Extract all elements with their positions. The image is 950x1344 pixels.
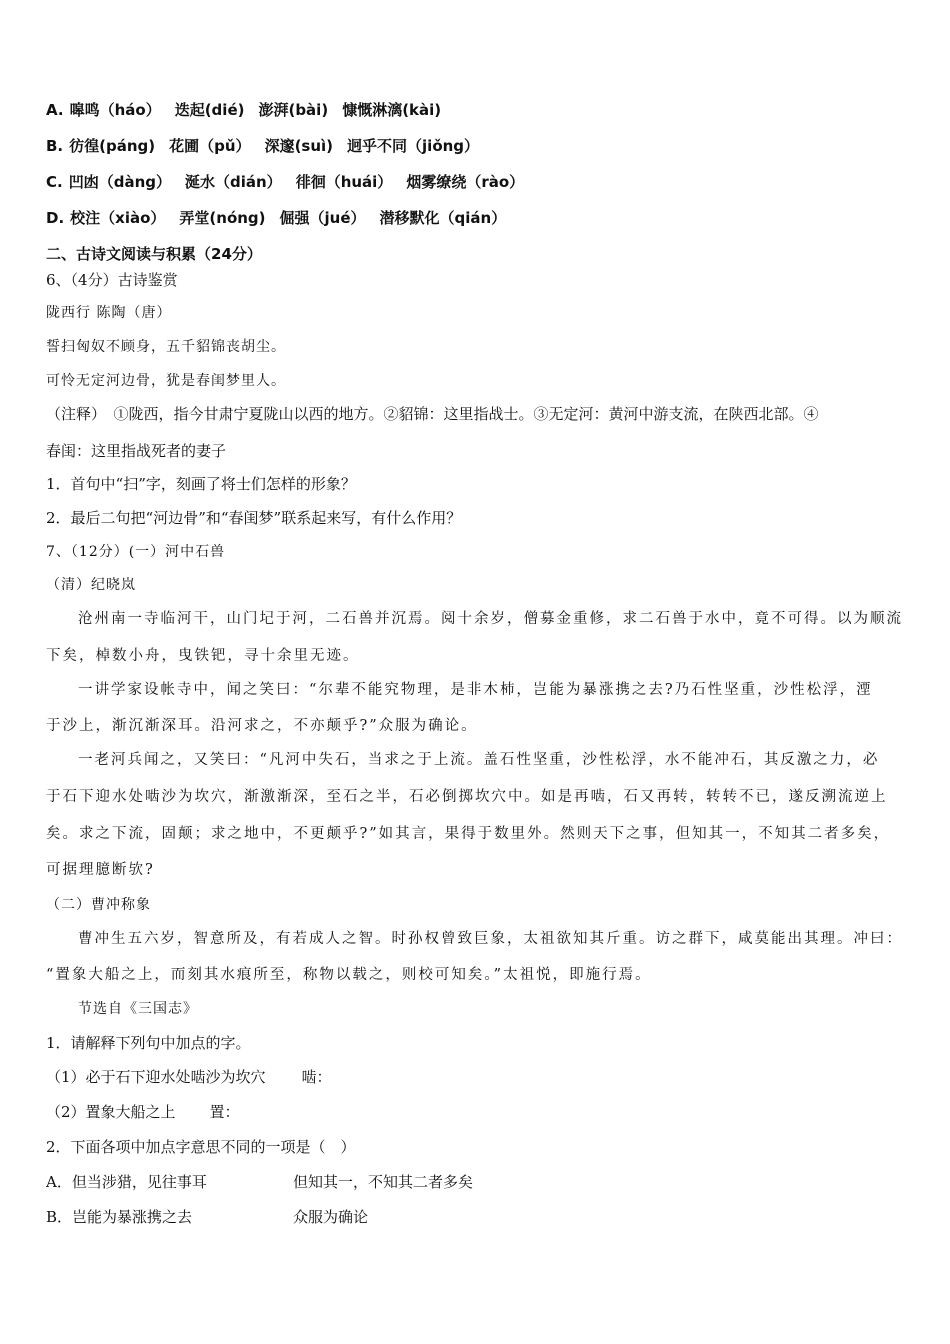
poem-line: 可怜无定河边骨，犹是春闺梦里人。 (46, 373, 286, 389)
option-label: D. (46, 209, 65, 227)
option-item: 深邃(suì) (264, 137, 334, 155)
option-c (46, 172, 538, 192)
option-item: 澎湃(bài) (258, 101, 329, 119)
choice-left: 但当涉猎，见往事耳 (71, 1173, 207, 1191)
question-7-1: 1．请解释下列句中加点的字。 (46, 1034, 251, 1052)
option-item: 校注（xiào） (70, 209, 166, 227)
option-item: 潜移默化（qián） (379, 209, 507, 227)
passage-line: 下矣，棹数小舟，曳铁钯，寻十余里无迹。 (46, 648, 360, 664)
option-a (46, 100, 455, 120)
passage-line: 于石下迎水处啮沙为坎穴，渐激渐深，至石之半，石必倒掷坎穴中。如是再啮，石又再转，转转不已，遂反溯流逆上 (46, 789, 888, 805)
option-item: 涎水（dián） (185, 173, 282, 191)
option-item: 慷慨淋漓(kài) (342, 101, 442, 119)
question-7-1-2 (46, 1102, 240, 1122)
passage-line: 可据理臆断欤? (46, 862, 155, 878)
option-item: 迭起(dié) (174, 101, 245, 119)
passage-author: （清）纪晓岚 (46, 577, 136, 593)
choice-left: 岂能为暴涨携之去 (72, 1208, 193, 1226)
option-b (46, 136, 493, 156)
poem-note: （注释） ①陇西，指今甘肃宁夏陇山以西的地方。②貂锦：这里指战士。③无定河：黄河中游支流，在陕西北部。④ (46, 405, 819, 423)
passage-line: 一老河兵闻之，又笑曰：“凡河中失石，当求之于上流。盖石性坚重，沙性松浮，水不能冲石，其反激之力，必 (78, 752, 880, 768)
poem-note: 春闺：这里指战死者的妻子 (46, 442, 227, 460)
choice-label: B． (46, 1208, 73, 1226)
choice-a (46, 1172, 474, 1192)
option-item: 倔强（jué） (279, 209, 366, 227)
option-item: 彷徨(páng) (69, 137, 156, 155)
option-item: 花圃（pǔ） (169, 137, 251, 155)
option-d (46, 208, 520, 228)
passage-part-title: （二）曹冲称象 (46, 897, 151, 913)
choice-right: 但知其一，不知其二者多矣 (293, 1173, 474, 1191)
passage-line: 沧州南一寺临河干，山门圮于河，二石兽并沉焉。阅十余岁，僧募金重修，求二石兽于水中，竟不可得。以为顺流 (78, 611, 903, 627)
choice-right: 众服为确论 (293, 1208, 369, 1226)
section-heading: 二、古诗文阅读与积累（24分） (46, 245, 262, 263)
sub-question-char: 啮： (301, 1068, 332, 1086)
passage-line: “置象大船之上，而刻其水痕所至，称物以载之，则校可知矣。”太祖悦，即施行焉。 (46, 967, 652, 983)
question-6-1: 1．首句中“扫”字，刻画了将士们怎样的形象？ (46, 475, 356, 493)
poem-title: 陇西行 陈陶（唐） (46, 305, 172, 321)
passage-source: 节选自《三国志》 (78, 1001, 198, 1017)
sub-question-text: （1）必于石下迎水处啮沙为坎穴 (46, 1068, 266, 1086)
sub-question-char: 置： (209, 1103, 240, 1121)
question-7-1-1 (46, 1067, 332, 1087)
passage-line: 一讲学家设帐寺中，闻之笑曰：“尔辈不能究物理，是非木杮，岂能为暴涨携之去?乃石性坚重，沙性松浮，湮 (78, 682, 873, 698)
option-item: 烟雾缭绕（rào） (406, 173, 525, 191)
question-7-2: 2．下面各项中加点字意思不同的一项是（ ） (46, 1138, 356, 1156)
option-label: B. (46, 137, 64, 155)
option-label: A. (46, 101, 64, 119)
option-item: 徘徊（huái） (295, 173, 393, 191)
passage-line: 于沙上，渐沉渐深耳。沿河求之，不亦颠乎?”众服为确论。 (46, 718, 478, 734)
passage-line: 曹冲生五六岁，智意所及，有若成人之智。时孙权曾致巨象，太祖欲知其斤重。访之群下，咸莫能出其理。冲曰： (78, 931, 903, 947)
poem-line: 誓扫匈奴不顾身，五千貂锦丧胡尘。 (46, 339, 286, 355)
option-item: 迥乎不同（jiǒng） (347, 137, 480, 155)
choice-label: A． (46, 1173, 72, 1191)
question-7-title: 7、（12分）(一）河中石兽 (46, 544, 226, 560)
option-item: 弄堂(nóng) (179, 209, 266, 227)
sub-question-text: （2）置象大船之上 (46, 1103, 176, 1121)
question-6-title: 6、（4分）古诗鉴赏 (46, 271, 178, 289)
passage-line: 矣。求之下流，固颠；求之地中，不更颠乎?”如其言，果得于数里外。然则天下之事，但知其一，不知其二者多矣， (46, 826, 891, 842)
option-item: 凹凼（dàng） (68, 173, 171, 191)
choice-b (46, 1207, 369, 1227)
option-item: 嗥鸣（háo） (69, 101, 161, 119)
question-6-2: 2．最后二句把“河边骨”和“春闺梦”联系起来写，有什么作用？ (46, 509, 462, 527)
option-label: C. (46, 173, 63, 191)
